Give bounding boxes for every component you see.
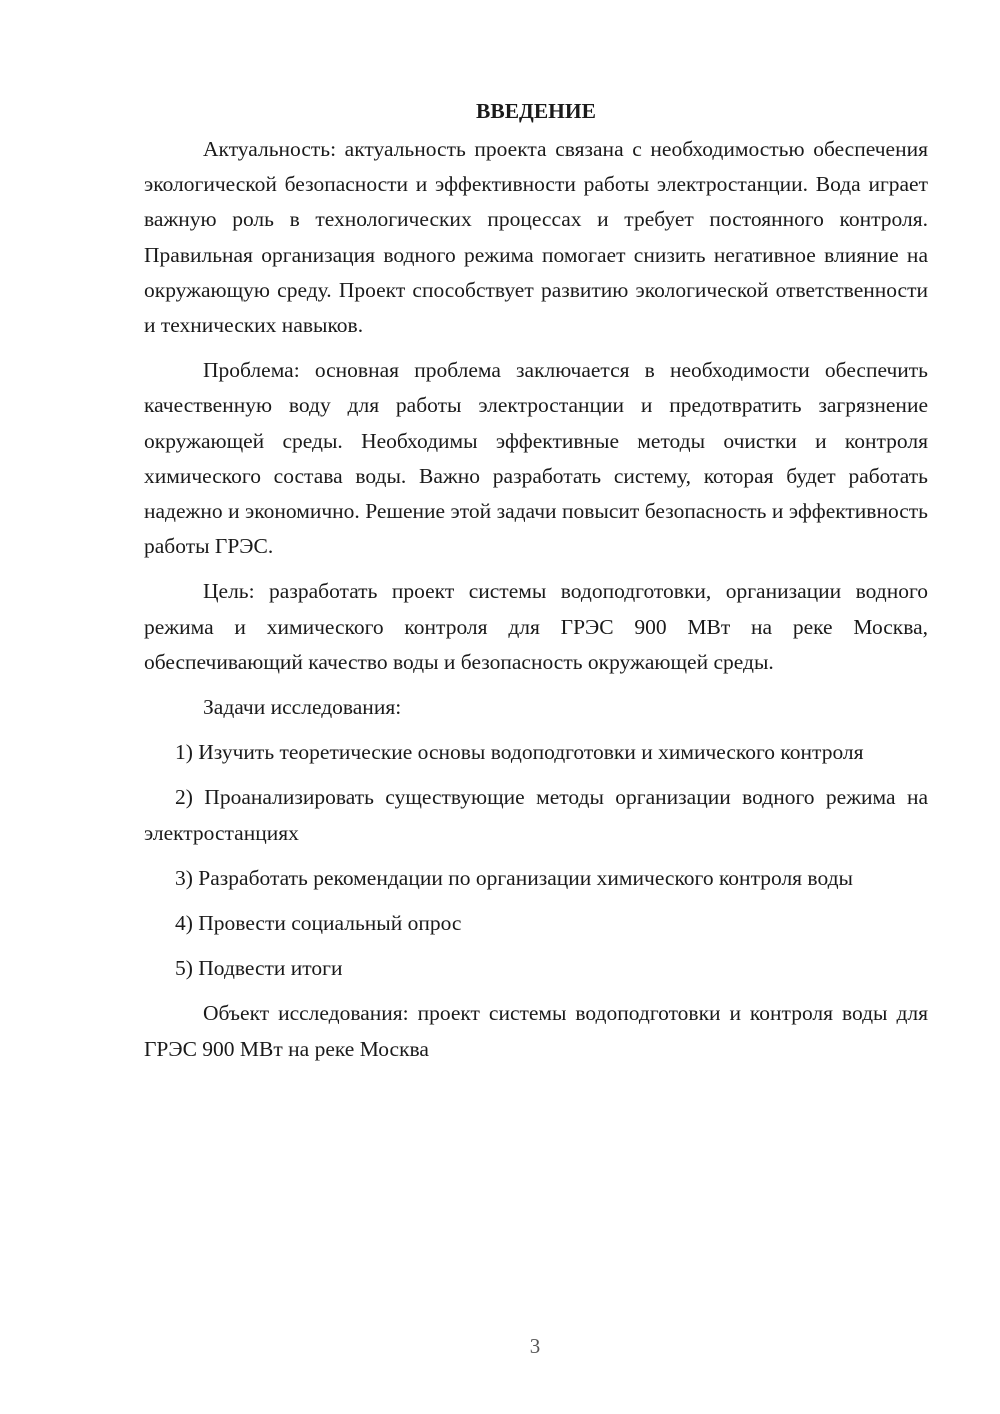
list-item: 1) Изучить теоретические основы водоподготовки и химического контроля — [175, 740, 864, 765]
document-page — [144, 93, 928, 1077]
list-item: 3) Разработать рекомендации по организации химического контроля воды — [175, 865, 853, 890]
paragraph-relevance: Актуальность: актуальность проекта связана с необходимостью обеспечения экологической безопасности и эффективности работы электростанции. Вода играет важную роль в технологических процессах и требует постоянного контроля. Правильная организация водного режима помогает снизить негативное влияние на окружающую среду. Проект способствует развитию экологической ответственности и технических навыков. — [144, 137, 928, 338]
paragraph-goal: Цель: разработать проект системы водоподготовки, организации водного режима и химического контроля для ГРЭС 900 МВт на реке Москва, обеспечивающий качество воды и безопасность окружающей среды. — [144, 579, 928, 674]
page-number: 3 — [529, 1334, 541, 1358]
list-item: 2) Проанализировать существующие методы организации водного режима на электростанциях — [144, 785, 928, 845]
list-item: 4) Провести социальный опрос — [175, 911, 462, 936]
tasks-heading: Задачи исследования: — [203, 695, 402, 720]
list-item: 5) Подвести итоги — [175, 956, 343, 981]
paragraph-problem: Проблема: основная проблема заключается в необходимости обеспечить качественную воду для работы электростанции и предотвратить загрязнение окружающей среды. Необходимы эффективные методы очистки и контроля химического состава воды. Важно разработать систему, которая будет работать надежно и экономично. Решение этой задачи повысит безопасность и эффективность работы ГРЭС. — [144, 358, 928, 559]
paragraph-object: Объект исследования: проект системы водоподготовки и контроля воды для ГРЭС 900 МВт на реке Москва — [144, 1001, 928, 1061]
page-title: ВВЕДЕНИЕ — [476, 99, 596, 123]
